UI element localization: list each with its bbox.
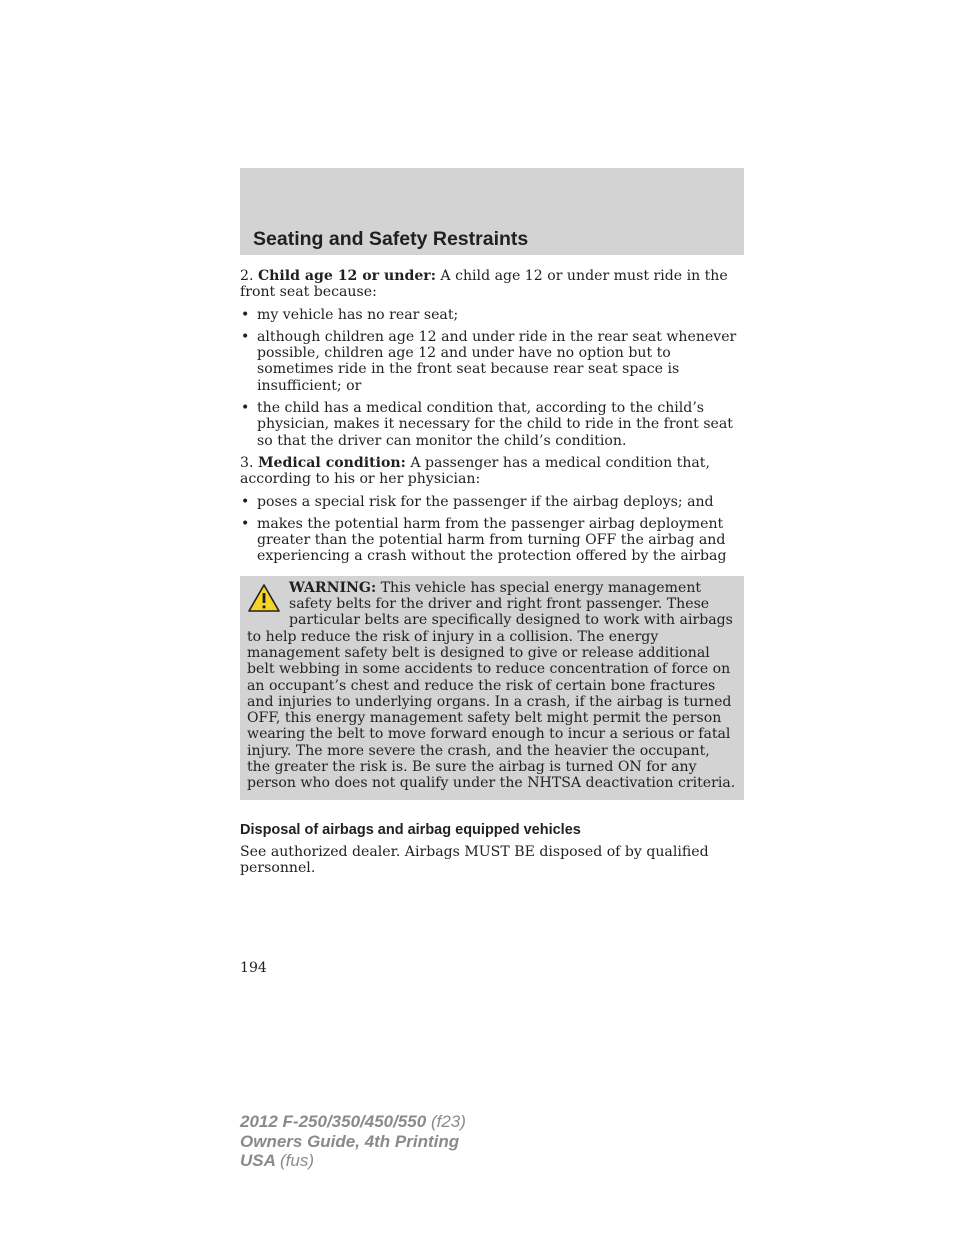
page-number: 194 [240, 960, 267, 976]
warning-box [240, 576, 744, 800]
item-3-bullet-list [240, 494, 744, 565]
warning-triangle-icon [247, 583, 281, 613]
list-item [240, 329, 744, 394]
footer-printing: Owners Guide, 4th Printing [240, 1131, 460, 1151]
bullet-text: the child has a medical condition that, according to the child’s physician, makes it necessary for the child to ride in the front seat so that the driver can monitor the child’s condition. [257, 400, 733, 449]
disposal-text: See authorized dealer. Airbags MUST BE disposed of by qualified personnel. [240, 843, 709, 877]
item-3-label: Medical condition: [257, 454, 406, 471]
bullet-icon: • [241, 515, 250, 532]
item-3-text: A passenger has a medical condition that, according to his or her physician: [240, 454, 710, 488]
page-content [240, 268, 744, 883]
bullet-icon: • [241, 493, 250, 510]
bullet-text: poses a special risk for the passenger if the airbag deploys; and [257, 493, 714, 510]
footer-market-code: (fus) [280, 1151, 314, 1170]
warning-body: This vehicle has special energy management safety belts for the driver and right front passenger. These particular belts are specifically designed to work with airbags to help reduce the risk of injury in a collision. The energy management safety belt is designed to give or release additional belt webbing in some accidents to reduce concentration of force on an occupant’s chest and reduce the risk of certain bone fractures and injuries to underlying organs. In a crash, if the airbag is turned OFF, this energy management safety belt might permit the person wearing the belt to move forward enough to incur a serious or fatal injury. The more severe the crash, and the heavier the occupant, the greater the risk is. Be sure the airbag is turned ON for any person who does not qualify under the NHTSA deactivation criteria. [247, 579, 736, 792]
list-item [240, 400, 744, 449]
footer-model: 2012 F-250/350/450/550 [240, 1112, 427, 1131]
item-2-bullet-list [240, 307, 744, 449]
footer-line-2 [240, 1132, 466, 1152]
bullet-icon: • [241, 400, 250, 417]
footer-market: USA [240, 1151, 276, 1170]
item-2-number: 2. [240, 268, 254, 284]
bullet-text: although children age 12 and under ride in the rear seat whenever possible, children age 12 and under have no option but to sometimes ride in the front seat because rear seat space is insufficient; or [257, 328, 737, 394]
footer-model-code: (f23) [430, 1112, 466, 1131]
bullet-icon: • [241, 306, 250, 323]
footer-imprint [240, 1112, 466, 1171]
disposal-heading: Disposal of airbags and airbag equipped vehicles [240, 821, 581, 838]
bullet-text: makes the potential harm from the passenger airbag deployment greater than the potential harm from turning OFF the airbag and experiencing a crash without the protection offered by the airbag [257, 515, 727, 565]
section-title: Seating and Safety Restraints [253, 228, 529, 250]
list-item [240, 307, 744, 323]
item-2-label: Child age 12 or under: [257, 268, 436, 284]
warning-text [247, 580, 737, 792]
item-2-paragraph [240, 268, 744, 301]
footer-line-1 [240, 1112, 466, 1132]
section-header-band [240, 168, 744, 255]
list-item [240, 494, 744, 510]
item-2-text: A child age 12 or under must ride in the front seat because: [240, 268, 728, 301]
item-3-number: 3. [240, 454, 254, 471]
warning-label: WARNING: [289, 579, 377, 596]
item-3-paragraph [240, 455, 744, 488]
footer-line-3 [240, 1151, 466, 1171]
bullet-icon: • [241, 328, 250, 345]
list-item [240, 516, 744, 565]
bullet-text: my vehicle has no rear seat; [257, 306, 459, 323]
